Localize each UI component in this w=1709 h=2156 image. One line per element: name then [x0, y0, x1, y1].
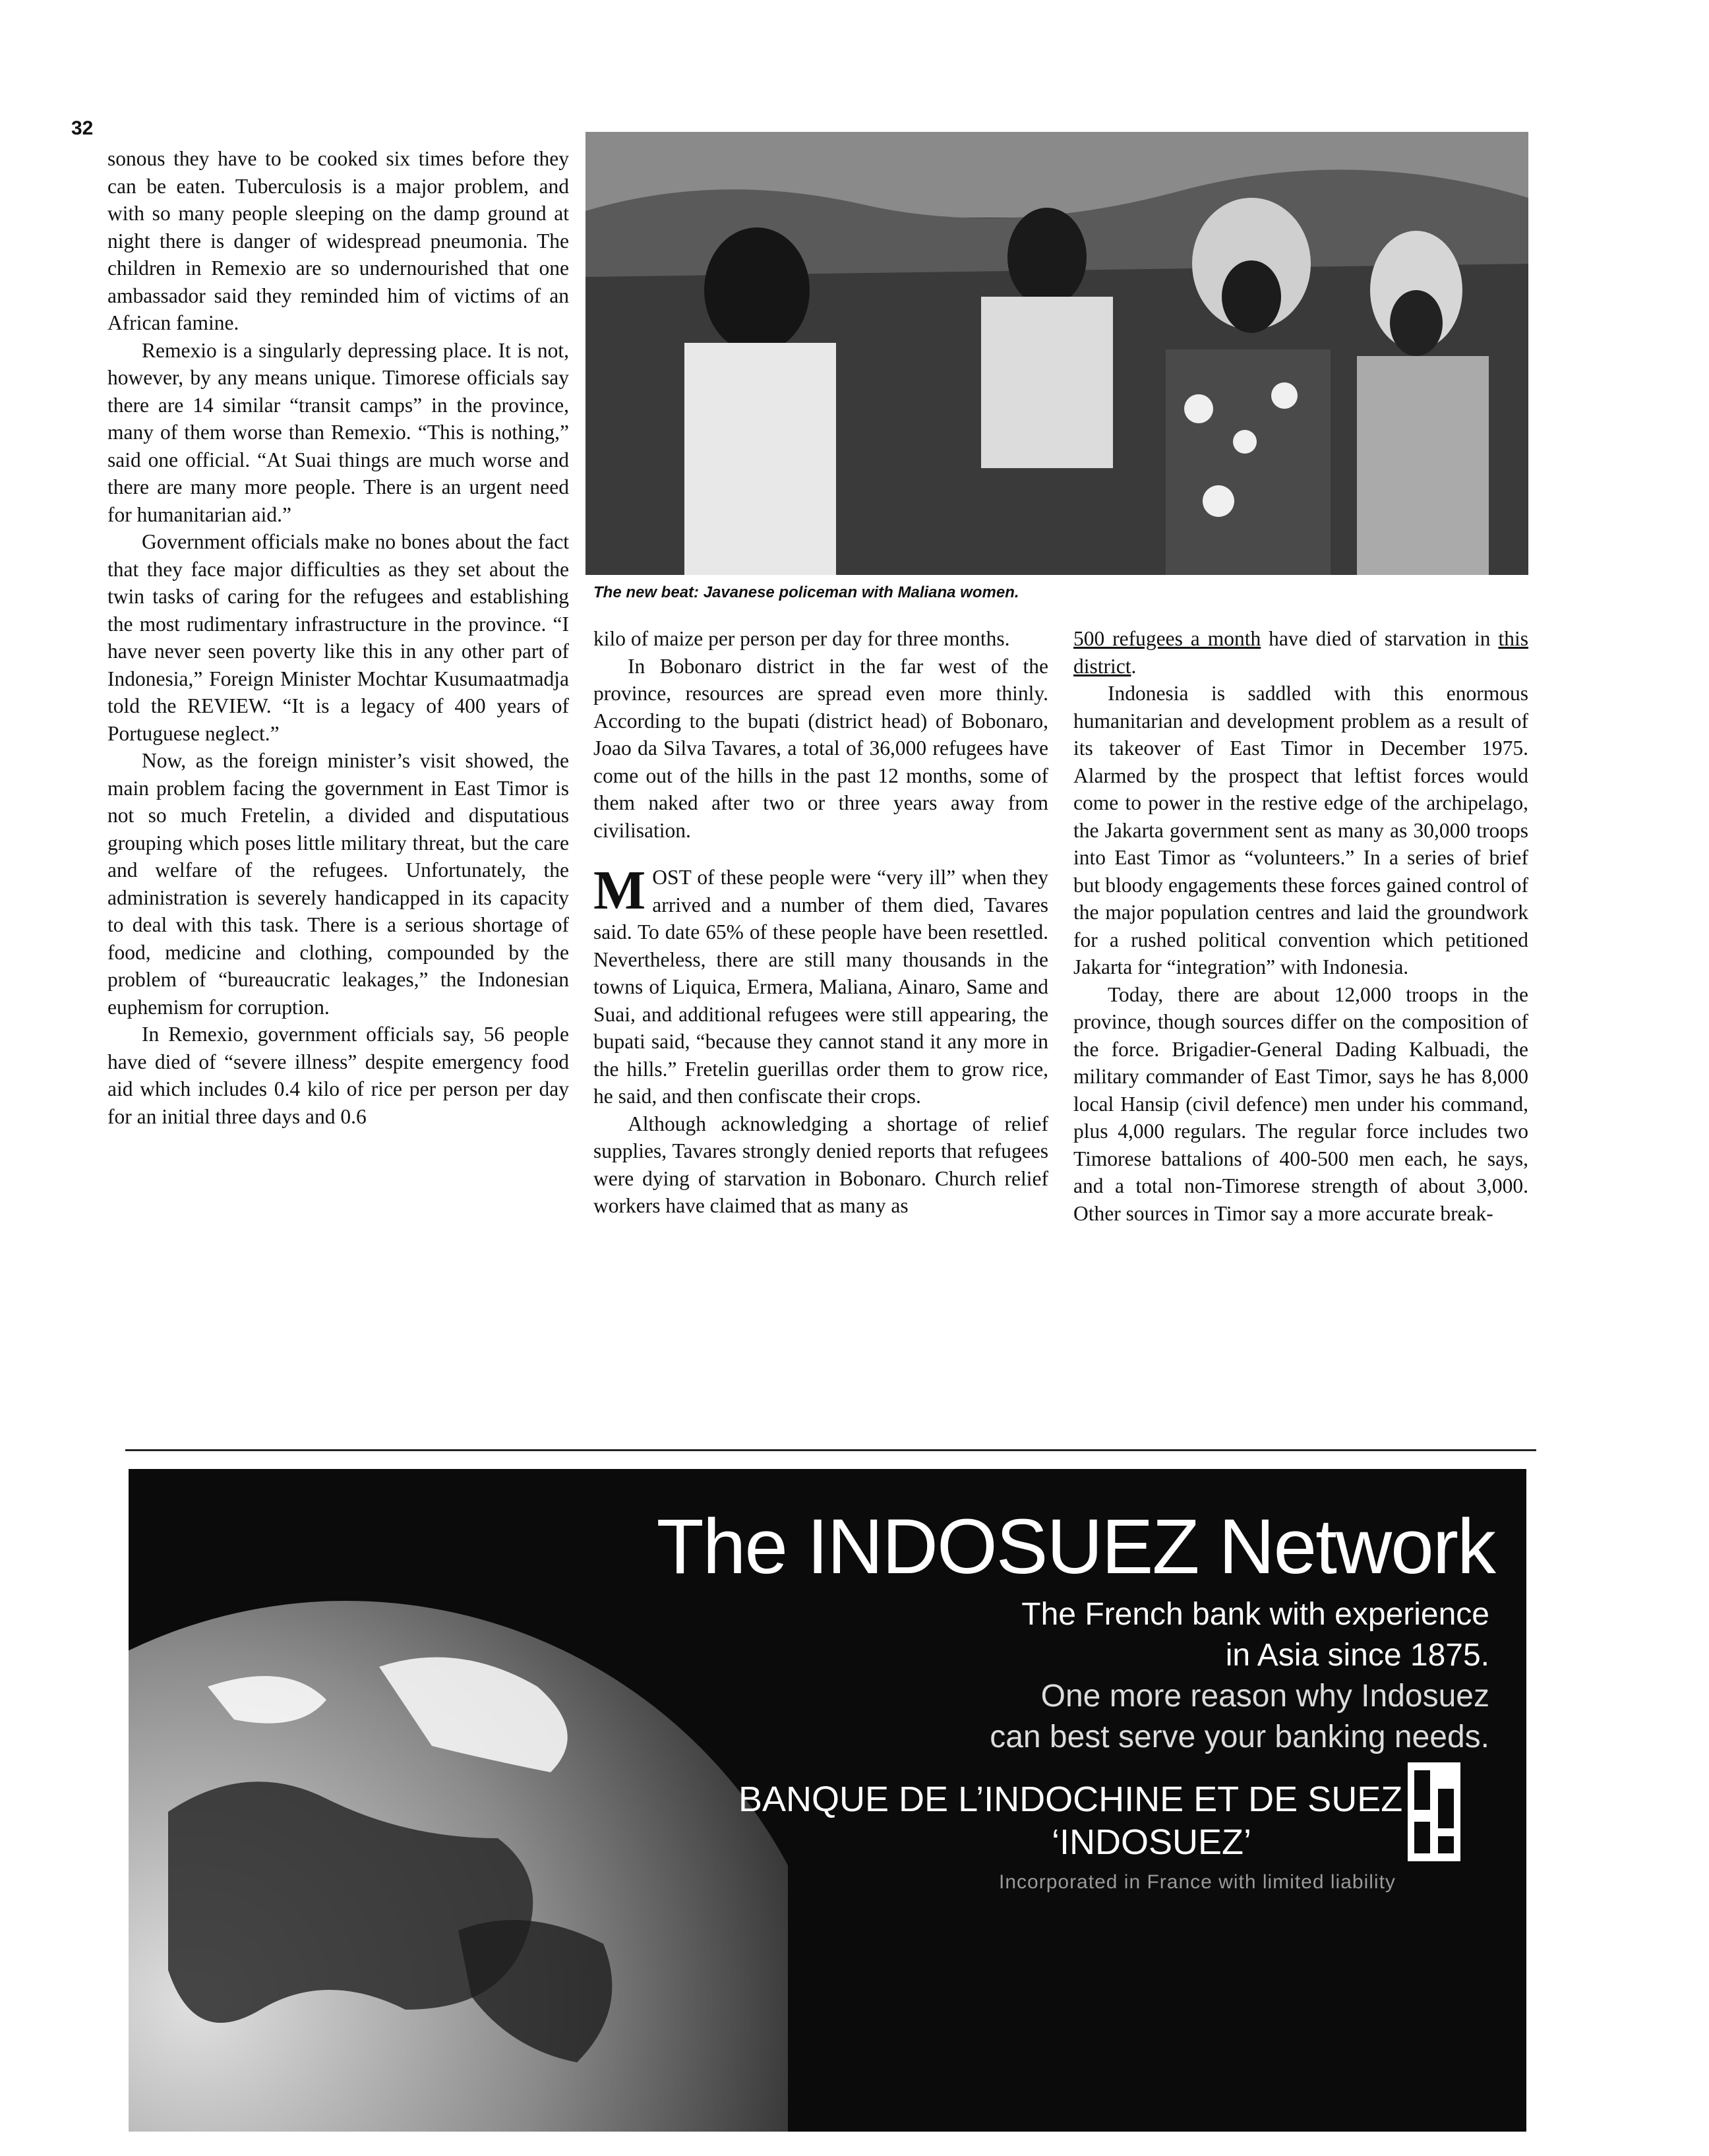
- paragraph: Although acknowledging a shortage of relief supplies, Tavares strongly denied reports that refugees were dying of starvation in Bobonaro. Church relief workers have claimed that as many as: [593, 1112, 1048, 1217]
- photo-caption: The new beat: Javanese policeman with Maliana women.: [593, 584, 1019, 601]
- page-number: 32: [71, 117, 94, 139]
- article-column-1: [107, 145, 569, 1130]
- paragraph: In Remexio, government officials say, 56 people have died of “severe illness” despite emergency food aid which includes 0.4 kilo of rice per person per day for an initial three days and 0.6: [107, 1023, 569, 1128]
- article-column-2: [593, 625, 1048, 1220]
- drop-cap: M: [593, 860, 646, 921]
- paragraph-text: .: [1131, 654, 1137, 678]
- paragraph-text: have died of starvation in: [1261, 627, 1499, 650]
- tagline-line: One more reason why Indosuez: [1040, 1679, 1489, 1714]
- paragraph-with-dropcap: [593, 860, 1048, 1110]
- indosuez-advertisement: [129, 1469, 1526, 2132]
- tagline-line: in Asia since 1875.: [1225, 1638, 1489, 1673]
- bank-short-name: ‘INDOSUEZ’: [1052, 1822, 1252, 1862]
- news-photo: [585, 132, 1528, 575]
- divider-rule: [125, 1449, 1536, 1451]
- underlined-text: this district: [1073, 627, 1528, 678]
- paragraph: Now, as the foreign minister’s visit showed, the main problem facing the government in East Timor is not so much Fretelin, a divided and disputatious grouping which poses little military threat, but the care and welfare of the refugees. Unfortunately, the administration is severely handicapped in its capacity to deal with this task. There is a serious shortage of food, medicine and clothing, compounded by the problem of “bureaucratic leakages,” the Indonesian euphemism for corruption.: [107, 749, 569, 1019]
- article-column-3: [1073, 625, 1528, 1227]
- paragraph: sonous they have to be cooked six times before they can be eaten. Tuberculosis is a major problem, and with so many people sleeping on the damp ground at night there is danger of widespread pneumonia. The children in Remexio are so undernourished that one ambassador said they reminded him of victims of an African famine.: [107, 147, 569, 334]
- paragraph-text: OST of these people were “very ill” when they arrived and a number of them died, Tavares said. To date 65% of these people have been resettled. Nevertheless, there are still many thousands in the towns of Liquica, Ermera, Maliana, Ainaro, Same and Suai, and additional refugees were still appearing, the bupati said, “because they cannot stand it any more in the hills.” Fretelin guerillas order them to grow rice, he said, and then confiscate their crops.: [593, 866, 1048, 1108]
- paragraph: [1073, 625, 1528, 680]
- ad-tagline: [990, 1594, 1489, 1758]
- photo-illustration: [585, 132, 1528, 575]
- bank-name: BANQUE DE L’INDOCHINE ET DE SUEZ: [738, 1780, 1403, 1819]
- paragraph: In Bobonaro district in the far west of the province, resources are spread even more thinly. According to the bupati (district head) of Bobonaro, Joao da Silva Tavares, a total of 36,000 refugees have come out of the hills in the past 12 months, some of them naked after two or three years away from civilisation.: [593, 654, 1048, 842]
- incorporation-note: Incorporated in France with limited liability: [999, 1871, 1396, 1893]
- ad-title: The INDOSUEZ Network: [656, 1503, 1495, 1590]
- paragraph: Government officials make no bones about the fact that they face major difficulties as they set about the twin tasks of caring for the refugees and establishing the most rudimentary infrastructure in the province. “I have never seen poverty like this in any other part of Indonesia,” Foreign Minister Mochtar Kusumaatmadja told the REVIEW. “It is a legacy of 400 years of Portuguese neglect.”: [107, 530, 569, 745]
- paragraph: Indonesia is saddled with this enormous humanitarian and development problem as a result of its takeover of East Timor in December 1975. Alarmed by the prospect that leftist forces would come to power in the restive edge of the archipelago, the Jakarta government sent as many as 30,000 troops into East Timor as “volunteers.” In a series of brief but bloody engagements these forces gained control of the major population centres and laid the groundwork for a rushed political convention which petitioned Jakarta for “integration” with Indonesia.: [1073, 682, 1528, 978]
- paragraph: Remexio is a singularly depressing place. It is not, however, by any means unique. Timorese officials say there are 14 similar “transit camps” in the province, many of them worse than Remexio. “This is nothing,” said one official. “At Suai things are much worse and there are many more people. There is an urgent need for humanitarian aid.”: [107, 338, 569, 526]
- tagline-line: The French bank with experience: [1021, 1597, 1489, 1632]
- paragraph: kilo of maize per person per day for three months.: [593, 627, 1010, 650]
- underlined-text: 500 refugees a month: [1073, 627, 1261, 650]
- bank-logo-icon: [1408, 1762, 1460, 1861]
- tagline-line: can best serve your banking needs.: [990, 1720, 1489, 1754]
- paragraph: Today, there are about 12,000 troops in the province, though sources differ on the composition of the force. Brigadier-General Dading Kalbuadi, the military commander of East Timor, says he has 8,000 local Hansip (civil defence) men under his command, plus 4,000 regulars. The regular force includes two Timorese battalions of 400-500 men each, he says, and a total non-Timorese strength of about 3,000. Other sources in Timor say a more accurate break-: [1073, 982, 1528, 1225]
